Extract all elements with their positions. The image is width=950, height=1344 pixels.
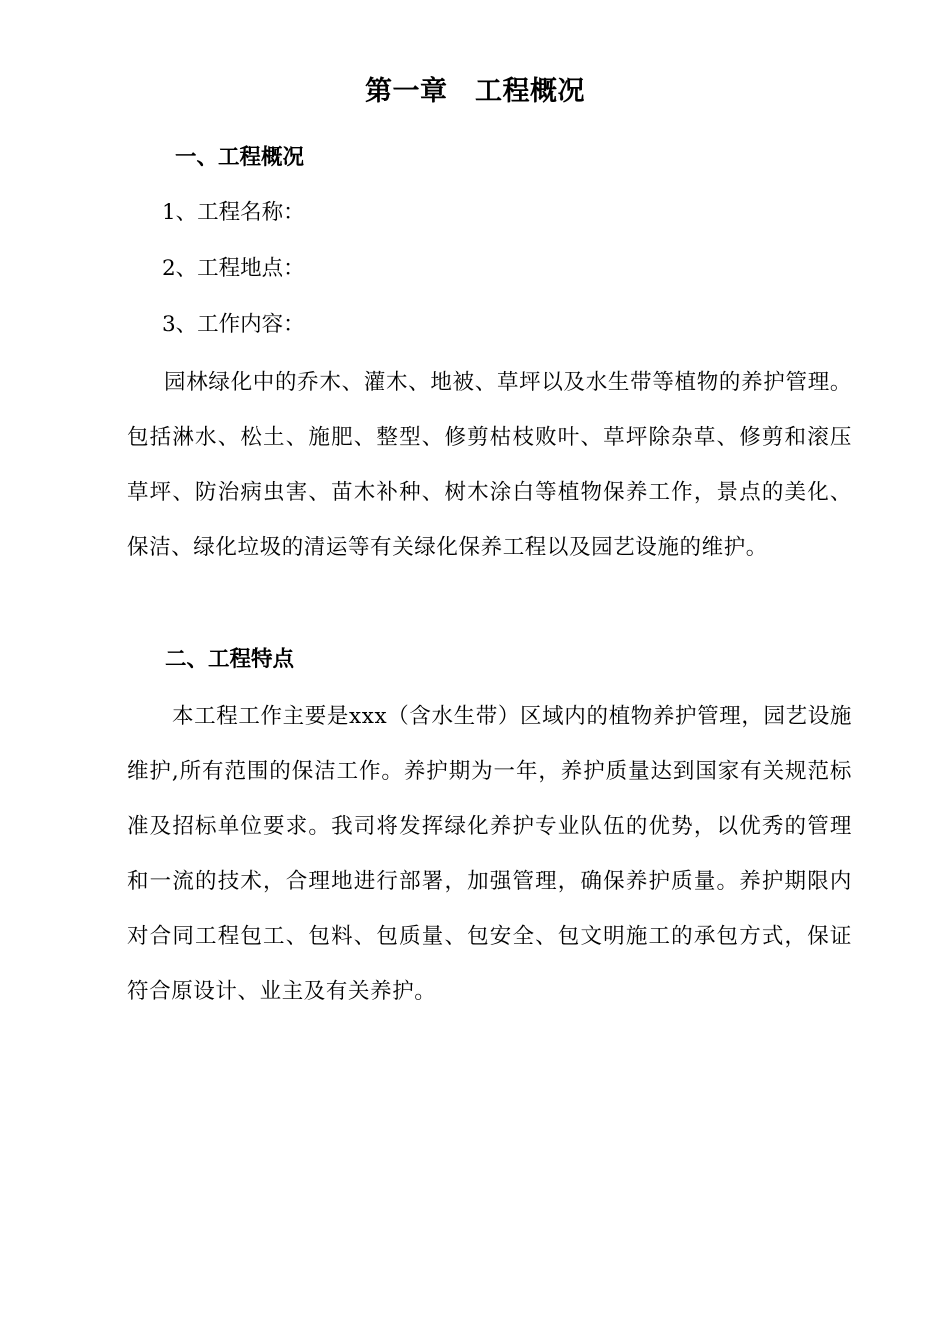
item-work-content: 3、工作内容： bbox=[162, 312, 305, 337]
section-heading-features: 二、工程特点 bbox=[165, 647, 295, 672]
work-content-paragraph: 园林绿化中的乔木、灌木、地被、草坪以及水生带等植物的养护管理。包括淋水、松土、施肥、整型、修剪枯枝败叶、草坪除杂草、修剪和滚压草坪、防治病虫害、苗木补种、树木涂白等植物保养工作，景点的美化、保洁、绿化垃圾的清运等有关绿化保养工程以及园艺设施的维护。 bbox=[127, 370, 852, 560]
item-project-location: 2、工程地点： bbox=[162, 256, 305, 281]
features-paragraph: 本工程工作主要是xxx（含水生带）区域内的植物养护管理，园艺设施维护,所有范围的保洁工作。养护期为一年，养护质量达到国家有关规范标准及招标单位要求。我司将发挥绿化养护专业队伍的优势，以优秀的管理和一流的技术，合理地进行部署，加强管理，确保养护质量。养护期限内对合同工程包工、包料、包质量、包安全、包文明施工的承包方式，保证符合原设计、业主及有关养护。 bbox=[127, 704, 852, 1004]
section-heading-overview: 一、工程概况 bbox=[175, 145, 305, 170]
chapter-title: 第一章 工程概况 bbox=[365, 76, 585, 107]
item-project-name: 1、工程名称： bbox=[162, 200, 305, 225]
